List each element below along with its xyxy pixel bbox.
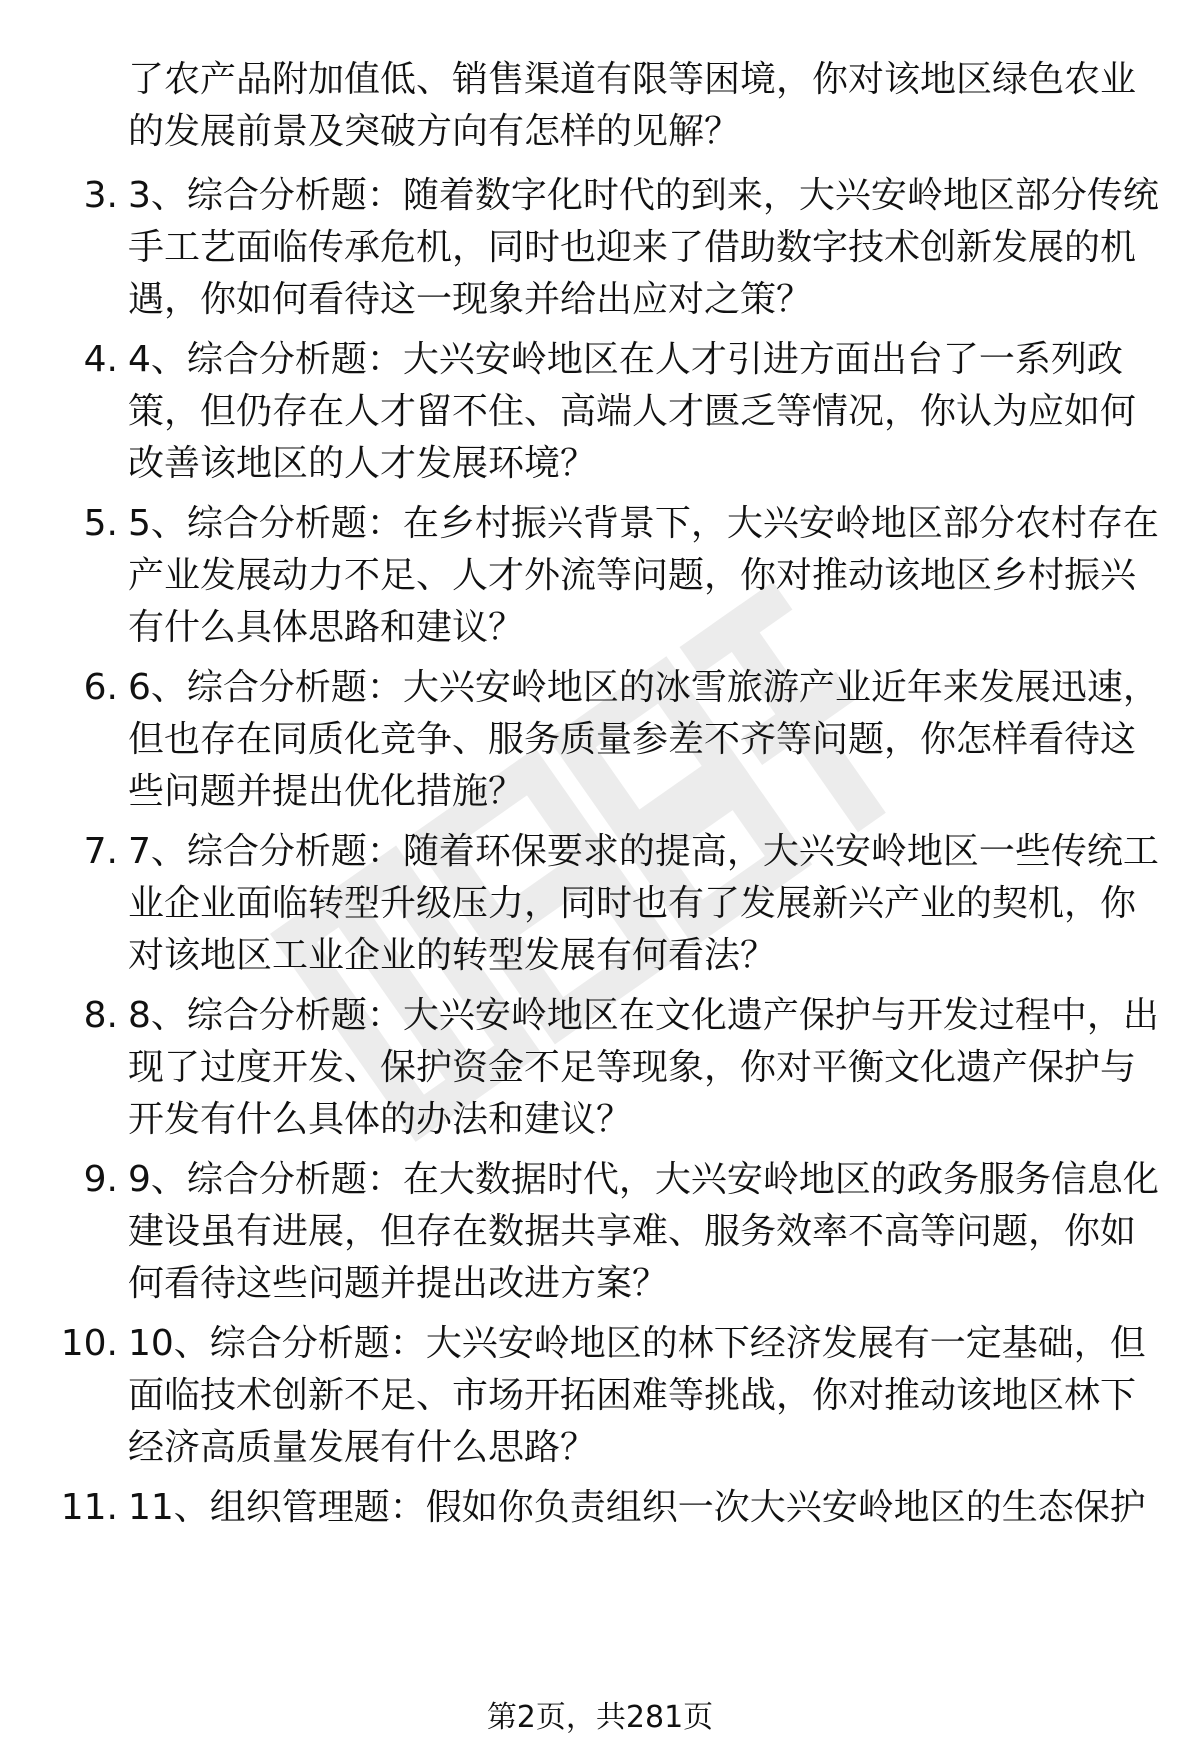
item-text: 4、综合分析题：大兴安岭地区在人才引进方面出台了一系列政策，但仍存在人才留不住、高端人才匮乏等情况，你认为应如何改善该地区的人才发展环境？ — [128, 339, 1137, 484]
item-text: 3、综合分析题：随着数字化时代的到来，大兴安岭地区部分传统手工艺面临传承危机，同时也迎来了借助数字技术创新发展的机遇，你如何看待这一现象并给出应对之策？ — [128, 175, 1159, 320]
item-number: 10. — [60, 1323, 118, 1364]
item-number: 4. — [83, 339, 118, 380]
page-number: 第2页，共281页 — [486, 1700, 714, 1735]
item-text: 6、综合分析题：大兴安岭地区的冰雪旅游产业近年来发展迅速，但也存在同质化竞争、服务质量参差不齐等问题，你怎样看待这些问题并提出优化措施？ — [128, 667, 1159, 812]
item-number: 7. — [83, 831, 118, 872]
item-text: 11、组织管理题：假如你负责组织一次大兴安岭地区的生态保护 — [128, 1487, 1146, 1528]
item-number: 8. — [83, 995, 118, 1036]
item-text: 10、综合分析题：大兴安岭地区的林下经济发展有一定基础，但面临技术创新不足、市场开拓困难等挑战，你对推动该地区林下经济高质量发展有什么思路？ — [128, 1323, 1146, 1468]
item-text: 7、综合分析题：随着环保要求的提高，大兴安岭地区一些传统工业企业面临转型升级压力，同时也有了发展新兴产业的契机，你对该地区工业企业的转型发展有何看法？ — [128, 831, 1159, 976]
item-text: 5、综合分析题：在乡村振兴背景下，大兴安岭地区部分农村存在产业发展动力不足、人才外流等问题，你对推动该地区乡村振兴有什么具体思路和建议？ — [128, 503, 1159, 648]
item-number: 5. — [83, 503, 118, 544]
item-text: 8、综合分析题：大兴安岭地区在文化遗产保护与开发过程中，出现了过度开发、保护资金不足等现象，你对平衡文化遗产保护与开发有什么具体的办法和建议？ — [128, 995, 1159, 1140]
item-number: 11. — [60, 1487, 118, 1528]
continued-paragraph: 了农产品附加值低、销售渠道有限等困境，你对该地区绿色农业的发展前景及突破方向有怎样的见解？ — [128, 59, 1137, 152]
item-number: 3. — [83, 175, 118, 216]
item-number: 9. — [83, 1159, 118, 1200]
item-text: 9、综合分析题：在大数据时代，大兴安岭地区的政务服务信息化建设虽有进展，但存在数据共享难、服务效率不高等问题，你如何看待这些问题并提出改进方案？ — [128, 1159, 1159, 1304]
item-number: 6. — [83, 667, 118, 708]
